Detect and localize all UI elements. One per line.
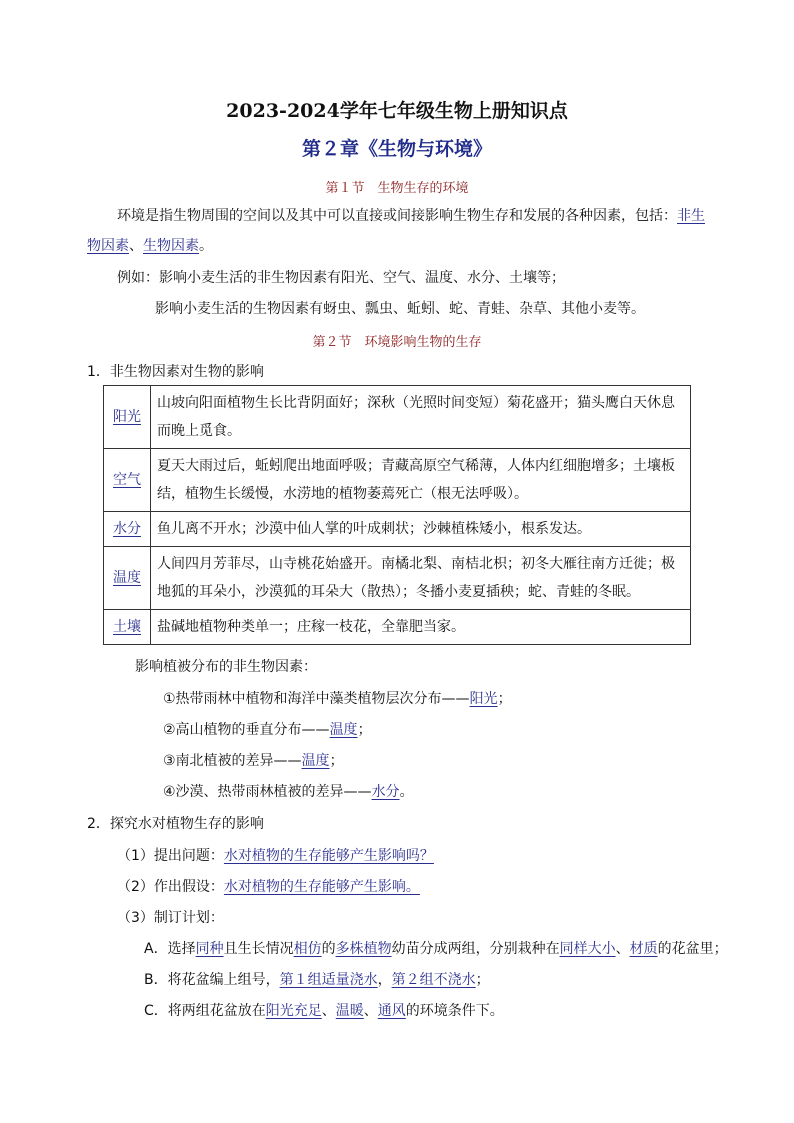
- vegetation-factor: 温度: [329, 722, 358, 738]
- table-row: [104, 547, 691, 610]
- plan-text: ，: [377, 972, 392, 988]
- punctuation: ；: [497, 691, 512, 707]
- example-abiotic: 例如：影响小麦生活的非生物因素有阳光、空气、温度、水分、土壤等；: [117, 270, 565, 286]
- section-1-heading: 第１节 生物生存的环境: [325, 181, 469, 196]
- vegetation-item: [163, 750, 344, 772]
- vegetation-item: [163, 719, 372, 741]
- vegetation-item-text: ④沙漠、热带雨林植被的差异——: [163, 784, 372, 800]
- effect-cell: 夏天大雨过后，蚯蚓爬出地面呼吸；青藏高原空气稀薄，人体内红细胞增多；土壤板结，植物生长缓慢，水涝地的植物萎蔫死亡（根无法呼吸）。: [151, 449, 691, 512]
- factor-cell: [104, 386, 151, 449]
- separator: 、: [129, 238, 143, 254]
- factor-cell: [104, 449, 151, 512]
- plan-text: 的花盆里；: [657, 941, 728, 957]
- vegetation-item: [163, 688, 512, 710]
- item-2-heading: 2．探究水对植物生存的影响: [87, 816, 264, 832]
- factor-label: 土壤: [113, 619, 141, 635]
- step-question: [117, 845, 434, 867]
- plan-text: 、: [615, 941, 630, 957]
- plan-key-term: 同样大小: [559, 941, 616, 957]
- intro-paragraph-line1: [117, 205, 705, 227]
- factor-cell: [104, 547, 151, 610]
- vegetation-item-text: ①热带雨林中植物和海洋中藻类植物层次分布——: [163, 691, 470, 707]
- plan-key-term: 阳光充足: [265, 1003, 322, 1019]
- plan-key-term: 第１组适量浇水: [279, 972, 378, 988]
- plan-b: [144, 969, 490, 991]
- vegetation-item-text: ③南北植被的差异——: [163, 753, 302, 769]
- table-row: [104, 610, 691, 645]
- plan-text: 且生长情况: [223, 941, 294, 957]
- factor-label: 阳光: [113, 409, 141, 425]
- item-1-heading: 1．非生物因素对生物的影响: [87, 364, 264, 380]
- effect-cell: 盐碱地植物种类单一；庄稼一枝花，全靠肥当家。: [151, 610, 691, 645]
- step-hypothesis: [117, 876, 420, 898]
- effect-cell: 山坡向阳面植物生长比背阴面好；深秋（光照时间变短）菊花盛开；猫头鹰白天休息而晚上觅食。: [151, 386, 691, 449]
- intro-paragraph-line2: [87, 235, 213, 257]
- plan-key-term: 通风: [377, 1003, 406, 1019]
- factor-label: 水分: [113, 521, 141, 537]
- punctuation: ；: [329, 753, 344, 769]
- table-row: [104, 512, 691, 547]
- plan-text: 的环境条件下。: [405, 1003, 504, 1019]
- plan-text: ；: [475, 972, 490, 988]
- table-row: [104, 449, 691, 512]
- plan-text: 幼苗分成两组，分别栽种在: [391, 941, 560, 957]
- abiotic-factors-table: [103, 385, 691, 645]
- plan-key-term: 多株植物: [335, 941, 392, 957]
- effect-cell: 鱼儿离不开水；沙漠中仙人掌的叶成刺状；沙棘植株矮小，根系发达。: [151, 512, 691, 547]
- intro-text: 环境是指生物周围的空间以及其中可以直接或间接影响生物生存和发展的各种因素，包括：: [117, 208, 677, 224]
- plan-key-term: 材质: [629, 941, 658, 957]
- table-row: [104, 386, 691, 449]
- term-abiotic-part1: 非生: [677, 208, 705, 224]
- vegetation-factor: 阳光: [469, 691, 498, 707]
- plan-text: 、: [321, 1003, 336, 1019]
- factor-label: 温度: [113, 570, 141, 586]
- plan-a: [144, 938, 728, 960]
- plan-key-term: 第２组不浇水: [391, 972, 476, 988]
- vegetation-item: [163, 781, 414, 803]
- period: 。: [199, 238, 213, 254]
- factor-cell: [104, 512, 151, 547]
- punctuation: 。: [399, 784, 414, 800]
- plan-text: B．将花盆编上组号，: [144, 972, 280, 988]
- term-biotic: 生物因素: [143, 238, 199, 254]
- vegetation-factors-heading: 影响植被分布的非生物因素：: [135, 659, 317, 675]
- vegetation-factor: 温度: [301, 753, 330, 769]
- factor-cell: [104, 610, 151, 645]
- plan-text: A．选择: [144, 941, 196, 957]
- example-biotic: 影响小麦生活的生物因素有蚜虫、瓢虫、蚯蚓、蛇、青蛙、杂草、其他小麦等。: [155, 301, 645, 317]
- plan-text: 的: [321, 941, 336, 957]
- step-plan: （3）制订计划：: [117, 910, 224, 926]
- plan-key-term: 相仿: [293, 941, 322, 957]
- chapter-heading: 第２章《生物与环境》: [301, 138, 492, 160]
- plan-c: [144, 1000, 504, 1022]
- section-2-heading: 第２节 环境影响生物的生存: [312, 335, 482, 350]
- plan-key-term: 同种: [195, 941, 224, 957]
- plan-text: 、: [363, 1003, 378, 1019]
- step-answer: 水对植物的生存能够产生影响吗？: [223, 848, 434, 864]
- step-answer: 水对植物的生存能够产生影响。: [223, 879, 420, 895]
- punctuation: ；: [357, 722, 372, 738]
- step-label: （1）提出问题：: [117, 848, 224, 864]
- term-abiotic-part2: 物因素: [87, 238, 129, 254]
- plan-text: C．将两组花盆放在: [144, 1003, 266, 1019]
- vegetation-factor: 水分: [371, 784, 400, 800]
- effect-cell: 人间四月芳菲尽，山寺桃花始盛开。南橘北梨、南桔北枳；初冬大雁往南方迁徙；极地狐的耳朵小，沙漠狐的耳朵大（散热）；冬播小麦夏插秧；蛇、青蛙的冬眠。: [151, 547, 691, 610]
- vegetation-item-text: ②高山植物的垂直分布——: [163, 722, 330, 738]
- plan-key-term: 温暖: [335, 1003, 364, 1019]
- factor-label: 空气: [113, 472, 141, 488]
- step-label: （2）作出假设：: [117, 879, 224, 895]
- document-title: 2023-2024学年七年级生物上册知识点: [226, 100, 568, 122]
